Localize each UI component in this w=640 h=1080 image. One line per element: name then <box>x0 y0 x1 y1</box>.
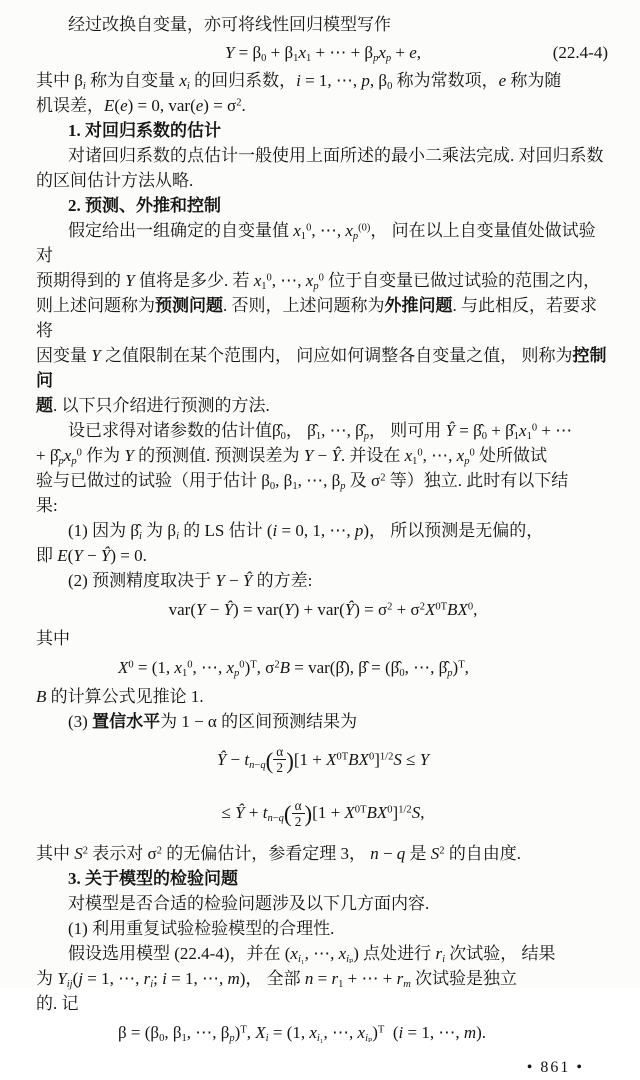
paragraph-line <box>36 168 610 193</box>
equation-line <box>36 40 610 65</box>
paragraph-line <box>36 709 610 734</box>
paragraph-line <box>36 268 610 293</box>
paragraph-line-text: 对诸回归系数的点估计一般使用上面所述的最小二乘法完成. 对回归系数 <box>68 146 604 165</box>
section-heading-text: 2. 预测、外推和控制 <box>68 196 221 215</box>
formula-line <box>36 744 610 776</box>
paragraph-line <box>36 841 610 866</box>
paragraph-line-text: 则上述问题称为预测问题. 否则，上述问题称为外推问题. 与此相反，若要求将 <box>36 296 597 340</box>
paragraph-line <box>36 443 610 468</box>
formula-line-text: var(Y − Ŷ) = var(Y) + var(Ŷ) = $\sigma^2 + \sigma^2X^{0T}BX^0$, <box>168 600 478 619</box>
formula-line-text: ≤ Ŷ + $t_{n-q}$( $\frac{\alpha}{2}$ )$[1 + X^{0T}BX^0]^{1/2}S$, <box>221 797 425 829</box>
paragraph-line-text: 的. 记 <box>36 994 79 1013</box>
page-number: • 861 • <box>526 1059 584 1076</box>
paragraph-line <box>36 218 610 268</box>
formula-line-text: $\beta = (\beta_0$, $\beta_1$, ⋯, $\beta_p)^T$, $X_i = (1$, $x_{i_1}$, ⋯, $x_{i_p})^T$ (i = 1, ⋯, m). <box>118 1023 487 1044</box>
paragraph-line-text: 的区间估计方法从略. <box>36 171 194 190</box>
page-text <box>36 12 610 1045</box>
paragraph-line-text: 假定给出一组确定的自变量值 $x_1^0$, ⋯, $x_p^{(0)}$， 问在以上自变量值处做试验对 <box>36 221 596 265</box>
equation-line-text: $Y = \beta_0 + \beta_1x_1$ + ⋯ + $\beta_px_p + e$, <box>224 43 422 64</box>
paragraph-line-text: 机误差，E(e) = 0, $var(e) = \sigma^2$. <box>36 96 246 115</box>
paragraph-line <box>36 941 610 966</box>
paragraph-line-text: 验与已做过的试验（用于估计 $\beta_0$, $\beta_1$, ⋯, $\beta_p$ 及 $\sigma^2$ 等）独立. 此时有以下结 <box>36 471 569 492</box>
paragraph-line <box>36 143 610 168</box>
paragraph-line-text: 其中 $S^2$ 表示对 $\sigma^2$ 的无偏估计，参看定理 3， n − q 是 $S^2$ 的自由度. <box>36 844 522 863</box>
paragraph-line-text: (1) 因为 $\betâ_i$ 为 $\beta_i$ 的 LS 估计 (i = 0, 1, ⋯, p)， 所以预测是无偏的， <box>68 521 544 542</box>
paragraph-line-text: (1) 利用重复试验检验模型的合理性. <box>68 919 335 938</box>
paragraph-line <box>36 468 610 493</box>
paragraph-line <box>36 68 610 93</box>
paragraph-line-text: 其中 $\beta_i$ 称为自变量 $x_i$ 的回归系数，i = 1, ⋯, p, $\beta_0$ 称为常数项，e 称为随 <box>36 71 562 92</box>
paragraph-line-text: 假设选用模型 (22.4-4)，并在 ($x_{i_1}$, ⋯, $x_{i_p}$) 点处进行 $r_i$ 次试验， 结果 <box>68 944 556 965</box>
formula-line-text: Ŷ − $t_{n-q}$( $\frac{\alpha}{2}$ )$[1 + X^{0T}BX^0]^{1/2}S \le Y$ <box>216 744 430 776</box>
paragraph-line <box>36 418 610 443</box>
paragraph-line-text: 即 E(Y − Ŷ) = 0. <box>36 546 147 565</box>
paragraph-line-text: B 的计算公式见推论 1. <box>36 687 204 706</box>
paragraph-line-text: 经过改换自变量，亦可将线性回归模型写作 <box>68 15 391 34</box>
paragraph-line-text: (2) 预测精度取决于 Y − Ŷ 的方差: <box>68 571 313 590</box>
paragraph-line-text: 果: <box>36 496 58 515</box>
paragraph-line-text: 设已求得对诸参数的估计值$\betâ_0$， $\betâ_1$, ⋯, $\betâ_p$， 则可用 Ŷ = $\betâ_0$ + $\betâ_1x_1^0$ + ⋯ <box>68 421 573 442</box>
paragraph-line <box>36 568 610 593</box>
paragraph-line <box>36 343 610 393</box>
paragraph-line <box>36 293 610 343</box>
section-heading <box>36 118 610 143</box>
paragraph-line-text: 对模型是否合适的检验问题涉及以下几方面内容. <box>68 894 430 913</box>
paragraph-line-text: 题. 以下只介绍进行预测的方法. <box>36 396 270 415</box>
formula-line-text: $X^0 = (1$, $x_1^0$, ⋯, $x_p^0)^T$, $\sigma^2B$ = var(β̂), β̂ = ($\betâ_0$, ⋯, $\betâ_p)^T$, <box>118 658 469 679</box>
paragraph-line <box>36 891 610 916</box>
paragraph-line <box>36 626 610 651</box>
paragraph-line <box>36 518 610 543</box>
paragraph-line <box>36 12 610 37</box>
formula-line <box>36 1020 610 1045</box>
paragraph-line <box>36 966 610 991</box>
paragraph-line <box>36 916 610 941</box>
paragraph-line <box>36 543 610 568</box>
equation-number: (22.4-4) <box>552 43 608 62</box>
formula-line <box>36 655 610 680</box>
paragraph-line <box>36 991 610 1016</box>
section-heading-text: 1. 对回归系数的估计 <box>68 121 221 140</box>
paragraph-line <box>36 684 610 709</box>
formula-line <box>36 798 610 830</box>
paragraph-line <box>36 93 610 118</box>
paragraph-line-text: 预期得到的 Y 值将是多少. 若 $x_1^0$, ⋯, $x_p^0$ 位于自变量已做过试验的范围之内， <box>36 271 601 292</box>
paragraph-line-text: 其中 <box>36 629 70 648</box>
section-heading <box>36 193 610 218</box>
paragraph-line-text: (3) 置信水平为 1 − α 的区间预测结果为 <box>68 712 358 731</box>
section-heading-text: 3. 关于模型的检验问题 <box>68 869 238 888</box>
formula-line <box>36 597 610 622</box>
paragraph-line <box>36 493 610 518</box>
paragraph-line <box>36 393 610 418</box>
paragraph-line-text: 因变量 Y 之值限制在某个范围内， 问应如何调整各自变量之值， 则称为控制问 <box>36 346 607 390</box>
paragraph-line-text: 为 $Y_{ij}(j = 1$, ⋯, $r_i$; i = 1, ⋯, m)， 全部 $n = r_1$ + ⋯ + $r_m$ 次试验是独立 <box>36 969 518 990</box>
paragraph-line-text: + $\betâ_px_p^0$ 作为 Y 的预测值. 预测误差为 Y − Ŷ. 并设在 $x_1^0$, ⋯, $x_p^0$ 处所做试 <box>36 446 547 467</box>
section-heading <box>36 866 610 891</box>
